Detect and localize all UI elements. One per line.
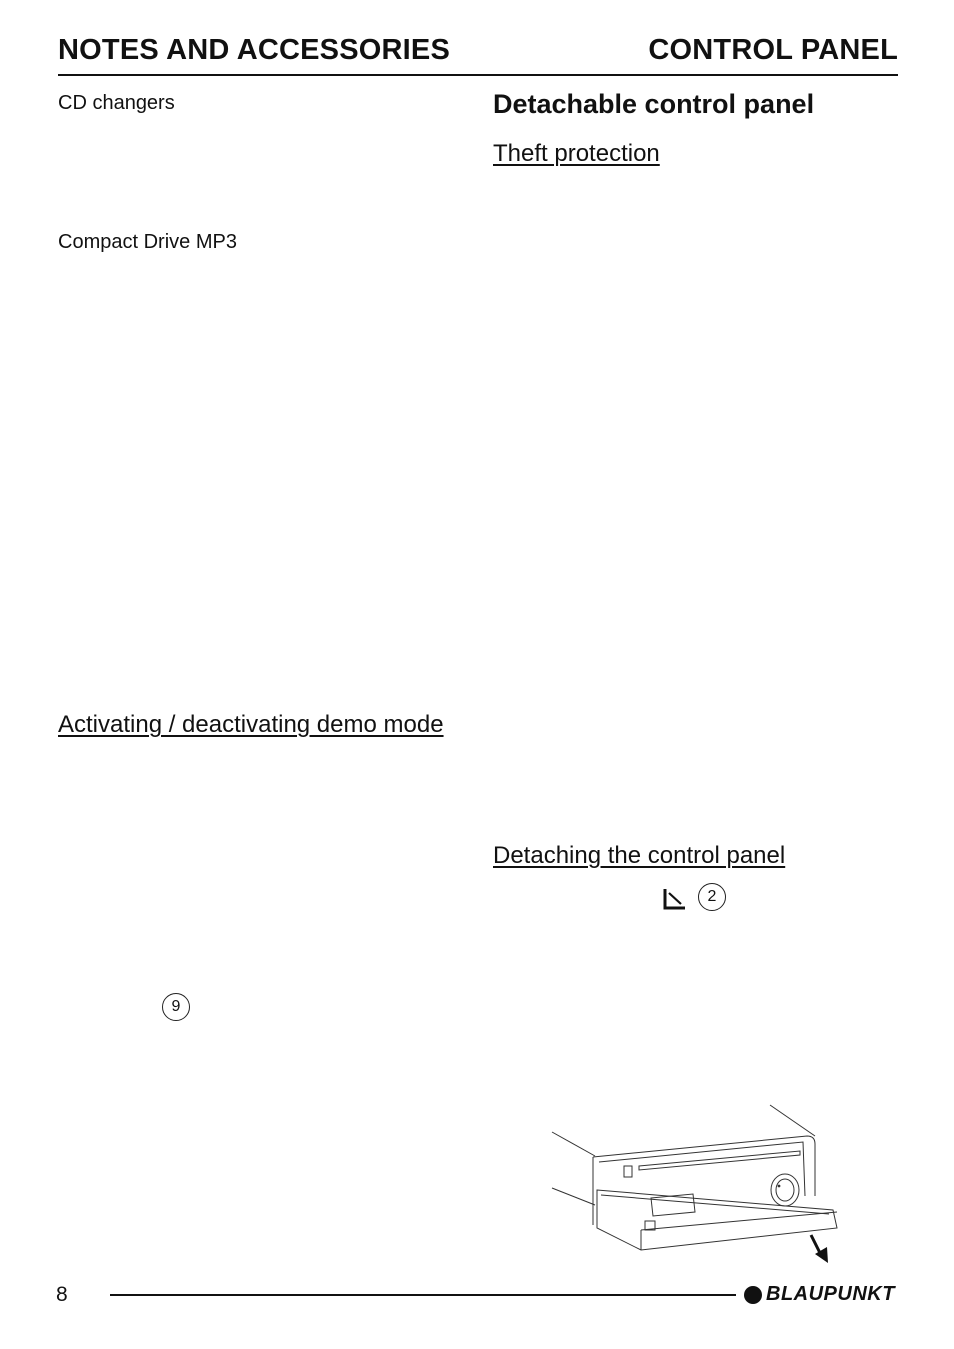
demo-ref-number: 9 [162, 993, 190, 1021]
detach-panel-heading: Detaching the control panel [493, 842, 786, 869]
brand-logo-dot [744, 1286, 762, 1304]
brand-logo-text: BLAUPUNKT [766, 1283, 895, 1305]
theft-protection-heading: Theft protection [493, 140, 660, 167]
illustration-reference-icon [662, 887, 688, 911]
detach-ref-number: 2 [698, 883, 726, 911]
radio-detach-illustration [545, 1100, 845, 1270]
footer-rule [110, 1294, 736, 1296]
demo-mode-heading: Activating / deactivating demo mode [58, 711, 444, 738]
compact-drive-heading: Compact Drive MP3 [58, 231, 237, 253]
page-number: 8 [56, 1283, 68, 1306]
right-page-title: CONTROL PANEL [648, 34, 898, 66]
header-rule [58, 74, 898, 76]
cd-changers-heading: CD changers [58, 92, 175, 114]
left-page-title: NOTES AND ACCESSORIES [58, 34, 450, 66]
section-title: Detachable control panel [493, 89, 815, 119]
